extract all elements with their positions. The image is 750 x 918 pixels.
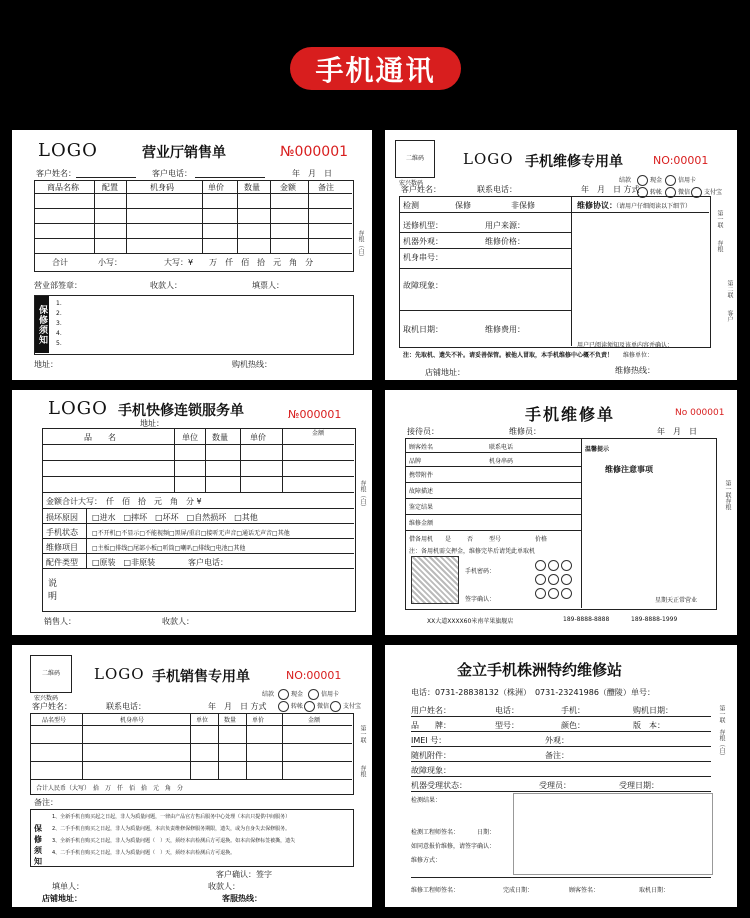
- yes-option: 是: [445, 536, 452, 543]
- cash-label: 现金: [291, 691, 304, 698]
- serial-number: NO:00001: [286, 669, 342, 682]
- notice-item: 5.: [56, 340, 62, 347]
- repair-label: 维修项目: [46, 543, 78, 552]
- hotline-label: 客服热线：: [222, 894, 262, 903]
- address-label: 地址：: [140, 419, 164, 428]
- notice-item: 2.: [56, 310, 62, 317]
- protocol-title: 维修协议：: [577, 201, 617, 210]
- copy-marker: 存根（白）: [357, 230, 364, 260]
- price-label: 维修价格：: [485, 237, 525, 246]
- backup-label: 借备用机: [409, 536, 434, 543]
- copy-marker: 存根: [716, 240, 723, 252]
- alipay-label: 支付宝: [343, 703, 362, 710]
- price-label: 价格: [535, 536, 548, 543]
- user-source-label: 用户来源：: [485, 221, 525, 230]
- check-date-label: 日期：: [477, 829, 496, 836]
- contact-label: 联系电话：: [477, 185, 517, 194]
- judge-label: 鉴定结果: [409, 504, 434, 511]
- sign-label: 营业部签章：: [34, 281, 82, 290]
- qr-code: [411, 556, 459, 604]
- customer-sign-label: 顾客签名：: [569, 887, 600, 894]
- cashier-label: 收款人：: [208, 882, 240, 891]
- address-label: 店铺地址：: [425, 368, 465, 377]
- nonwarranty-option: 非保修: [511, 201, 535, 210]
- pay-label: 结款: [262, 691, 275, 698]
- qr-code-placeholder: 二维码: [395, 140, 435, 178]
- logo: LOGO: [94, 665, 145, 683]
- col-header: 品名型号: [42, 717, 67, 724]
- name-label: 顾客姓名: [409, 444, 434, 451]
- filler-label: 填单人：: [52, 882, 84, 891]
- tel-label: 电话：: [495, 706, 519, 715]
- warranty-notice-label: 保修须知: [35, 296, 49, 353]
- col-header: 金额: [308, 717, 321, 724]
- model-label: 送修机型：: [403, 221, 443, 230]
- col-header: 数量: [224, 717, 237, 724]
- bank-label: 宏兴数码: [34, 695, 59, 702]
- total-label: 合计: [52, 258, 68, 267]
- alipay-label: 支付宝: [704, 189, 723, 196]
- shop-address: XX大道XXXX60米南苹果旗舰店: [427, 618, 514, 625]
- serial-number: №000001: [288, 408, 342, 421]
- copy-marker: 第一联 存根（白）: [718, 705, 725, 759]
- sales-receipt-form: [12, 130, 372, 380]
- state-label: 手机状态: [46, 528, 78, 537]
- form-title: 手机维修专用单: [525, 154, 623, 170]
- pickup-date-label: 取机日期：: [639, 887, 670, 894]
- hotline-label: 维修热线：: [615, 366, 655, 375]
- imei-label: IMEI 号：: [411, 736, 447, 745]
- date-label: 年 月 日: [657, 427, 697, 436]
- pay-label: 结款: [619, 177, 632, 184]
- customer-label: 客户姓名：: [401, 185, 441, 194]
- copy-marker: 第一联: [716, 210, 723, 228]
- qr-code-placeholder: 二维码: [30, 655, 72, 693]
- transfer-label: 转帐: [291, 703, 304, 710]
- card-label: 信用卡: [321, 691, 340, 698]
- done-date-label: 完成日期：: [503, 887, 534, 894]
- form-title: 手机销售专用单: [152, 669, 250, 685]
- repair-form: [385, 390, 737, 635]
- logo: LOGO: [48, 398, 108, 419]
- col-header: 单价: [250, 433, 266, 442]
- form-title: 金立手机株洲特约维修站: [457, 661, 623, 679]
- fee-label: 维修金额: [409, 520, 434, 527]
- contact-label: 联系电话: [489, 444, 514, 451]
- col-header: 配置: [102, 183, 118, 192]
- notice-item: 4.: [56, 330, 62, 337]
- repair-sign-label: 维修工程师签名：: [411, 887, 460, 894]
- col-header: 单位: [182, 433, 198, 442]
- fee-label: 维修费用：: [485, 325, 525, 334]
- receive-date-label: 受理日期：: [619, 781, 659, 790]
- state-label: 机器受理状态：: [411, 781, 467, 790]
- explain-label: 说明: [48, 579, 58, 602]
- quote-confirm-label: 如同意报价维修，请签字确认：: [411, 843, 496, 850]
- buy-date-label: 购机日期：: [633, 706, 673, 715]
- warranty-item: 2、二手手机自购买之日起，非人为质量问题，本店负责维修保修服务期限，遗失，或为自身失去保修服务。: [52, 826, 291, 832]
- maintain-unit: 维修单位：: [623, 352, 654, 359]
- wechat-label: 微信: [678, 189, 691, 196]
- copy-marker: 第一联存根: [724, 480, 731, 510]
- deposit-note: 注：备用机需交押金，维修完毕后请凭此单取机: [409, 548, 536, 555]
- part-options: □原装 □非原装: [92, 558, 156, 567]
- notice-box: [34, 295, 354, 355]
- copy-marker: 存根（白）: [359, 480, 366, 510]
- total-label: 合计人民币（大写） 拾 万 仟 佰 拾 元 角 分: [36, 785, 184, 792]
- order-number-label: 单号：: [631, 688, 655, 697]
- type-label: 型号：: [495, 721, 519, 730]
- col-header: 单位: [196, 717, 209, 724]
- col-header: 机身码: [150, 183, 174, 192]
- password-label: 手机密码：: [465, 568, 496, 575]
- method-label: 维修方式：: [411, 857, 442, 864]
- version-label: 版 本：: [633, 721, 665, 730]
- customer-phone-label: 客户电话：: [188, 558, 228, 567]
- card-label: 信用卡: [678, 177, 697, 184]
- check-option: 检测: [403, 201, 419, 210]
- sign-label: 签字确认：: [465, 596, 496, 603]
- repair-options: □主板□排线□尾部小板□听筒□喇叭□排线□电池□其他: [92, 545, 246, 552]
- receiver-label: 接待员：: [407, 427, 439, 436]
- serial-number: No 000001: [675, 408, 725, 418]
- part-label: 配件类型: [46, 558, 78, 567]
- uppercase-label: 大写：¥ 万 仟 佰 拾 元 角 分: [164, 258, 314, 267]
- copy-marker: 存根: [359, 765, 366, 777]
- memo-label: 备注：: [34, 798, 58, 807]
- form-title: 营业厅销售单: [142, 145, 226, 161]
- fault-label: 故障现象：: [411, 766, 451, 775]
- warranty-item: 3、全新手机自购买之日起，非人为质量问题（ ）天，须经本店检测后方可退换。如本店保修标签被撕，遗失: [52, 838, 296, 844]
- hotline-label: 购机热线：: [232, 360, 272, 369]
- imei-label: 机身串号：: [403, 253, 443, 262]
- total-label: 金额合计大写： 仟 佰 拾 元 角 分 ¥: [46, 497, 202, 506]
- page-banner: 手机通讯: [290, 47, 461, 90]
- warranty-option: 保修: [455, 201, 471, 210]
- accessory-label: 随机附件：: [411, 751, 451, 760]
- col-header: 数量: [212, 433, 228, 442]
- warning-text: 注：先取机、遗失不补。请妥善保管。被他人冒取，本手机维修中心概不负责！: [403, 352, 614, 359]
- brand-label: 品 牌：: [411, 721, 451, 730]
- warranty-item: 4、二手手机自购买之日起，非人为质量问题（ ）天，须经本店检测后方可退换。: [52, 850, 236, 856]
- brand-label: 品牌: [409, 458, 422, 465]
- serial-number: NO:00001: [653, 154, 709, 167]
- notice-title: 维修注意事项: [605, 465, 653, 474]
- col-header: 单价: [208, 183, 224, 192]
- fault-label: 故障现象：: [403, 281, 443, 290]
- memo-label: 备注：: [545, 751, 569, 760]
- read-confirm: 用户已阅读须知及该单内容并确认：: [577, 342, 674, 349]
- terms-box: [513, 793, 713, 875]
- wechat-label: 微信: [317, 703, 330, 710]
- col-header: 商品名称: [47, 183, 79, 192]
- receiver-label: 受理员：: [539, 781, 571, 790]
- cash-label: 现金: [650, 177, 663, 184]
- filler-label: 填票人：: [252, 281, 284, 290]
- date-label: 年 月 日 方式: [581, 185, 640, 194]
- store-hours: 星期天正常营业: [655, 597, 698, 604]
- transfer-label: 转帐: [650, 189, 663, 196]
- repairer-label: 维修员：: [509, 427, 541, 436]
- date-label: 年 月 日: [292, 169, 332, 178]
- color-label: 颜色：: [561, 721, 585, 730]
- accessory-label: 携带附件: [409, 472, 434, 479]
- logo: LOGO: [463, 150, 514, 168]
- quick-repair-form: [12, 390, 372, 635]
- address-label: 地址：: [34, 360, 58, 369]
- customer-phone-label: 客户电话：: [152, 169, 192, 178]
- gionee-repair-form: [385, 645, 737, 907]
- phone-header: 电话：0731-28838132（株洲） 0731-23241986（醴陵）: [411, 688, 631, 697]
- col-header: 单价: [252, 717, 265, 724]
- logo: LOGO: [38, 140, 98, 161]
- bank-label: 宏兴数码: [399, 180, 424, 187]
- cashier-label: 收款人：: [162, 617, 194, 626]
- phone-2: 189-8888-1999: [631, 616, 678, 623]
- col-header: 数量: [244, 183, 260, 192]
- damage-label: 损坏原因: [46, 513, 78, 522]
- lowercase-label: 小写：: [98, 258, 122, 267]
- contact-label: 联系电话：: [106, 702, 146, 711]
- copy-marker: 第二联: [726, 280, 733, 298]
- check-label: 检测结果：: [411, 797, 442, 804]
- owner-label: 用户姓名：: [411, 706, 451, 715]
- type-label: 型号: [489, 536, 502, 543]
- damage-options: □进水 □摔坏 □坏坏 □自然损坏 □其他: [92, 513, 258, 522]
- sales-special-form: [12, 645, 372, 907]
- copy-marker: 第一联: [359, 725, 366, 743]
- fault-label: 故障描述: [409, 488, 434, 495]
- cashier-label: 收款人：: [150, 281, 182, 290]
- repair-table: [399, 196, 711, 348]
- no-option: 否: [467, 536, 474, 543]
- protocol-subtitle: （请用户仔细阅读以下细节）: [613, 203, 692, 210]
- form-title: 手机快修连锁服务单: [118, 403, 244, 419]
- notice-item: 1.: [56, 300, 62, 307]
- imei-label: 机身串码: [489, 458, 514, 465]
- pickup-label: 取机日期：: [403, 325, 443, 334]
- repair-special-form: [385, 130, 737, 380]
- col-header: 品 名: [84, 433, 116, 442]
- state-options: □不开机□不显示□不能视频□黑屏/重启□接听无声音□通话无声音□其他: [92, 530, 290, 537]
- address-label: 店铺地址：: [42, 894, 82, 903]
- confirm-label: 客户确认：签字: [216, 870, 272, 879]
- warranty-notice-label: 保修须知: [34, 824, 42, 866]
- col-header: 金额: [280, 183, 296, 192]
- seller-label: 销售人：: [44, 617, 76, 626]
- col-header: 金额: [312, 430, 325, 437]
- notice-item: 3.: [56, 320, 62, 327]
- date-label: 年 月 日 方式: [208, 702, 267, 711]
- col-header: 备注: [318, 183, 334, 192]
- mobile-label: 手机：: [561, 706, 585, 715]
- warranty-item: 1、全新手机自购买起之日起，非人为质量问题，一律由产品官方售后服务中心处理（本店只提供中间服务）: [52, 814, 291, 820]
- copy-marker: 客户: [726, 310, 733, 322]
- col-header: 机身串号: [120, 717, 145, 724]
- form-title: 手机维修单: [525, 405, 616, 424]
- customer-name-label: 客户姓名：: [36, 169, 76, 178]
- phone-1: 189-8888-8888: [563, 616, 610, 623]
- engineer-label: 检测工程师签名：: [411, 829, 460, 836]
- look-label: 外观：: [545, 736, 569, 745]
- customer-label: 客户姓名：: [32, 702, 72, 711]
- appearance-label: 机器外观：: [403, 237, 443, 246]
- tip-stamp: 温馨提示: [585, 446, 610, 453]
- serial-number: №000001: [280, 144, 349, 160]
